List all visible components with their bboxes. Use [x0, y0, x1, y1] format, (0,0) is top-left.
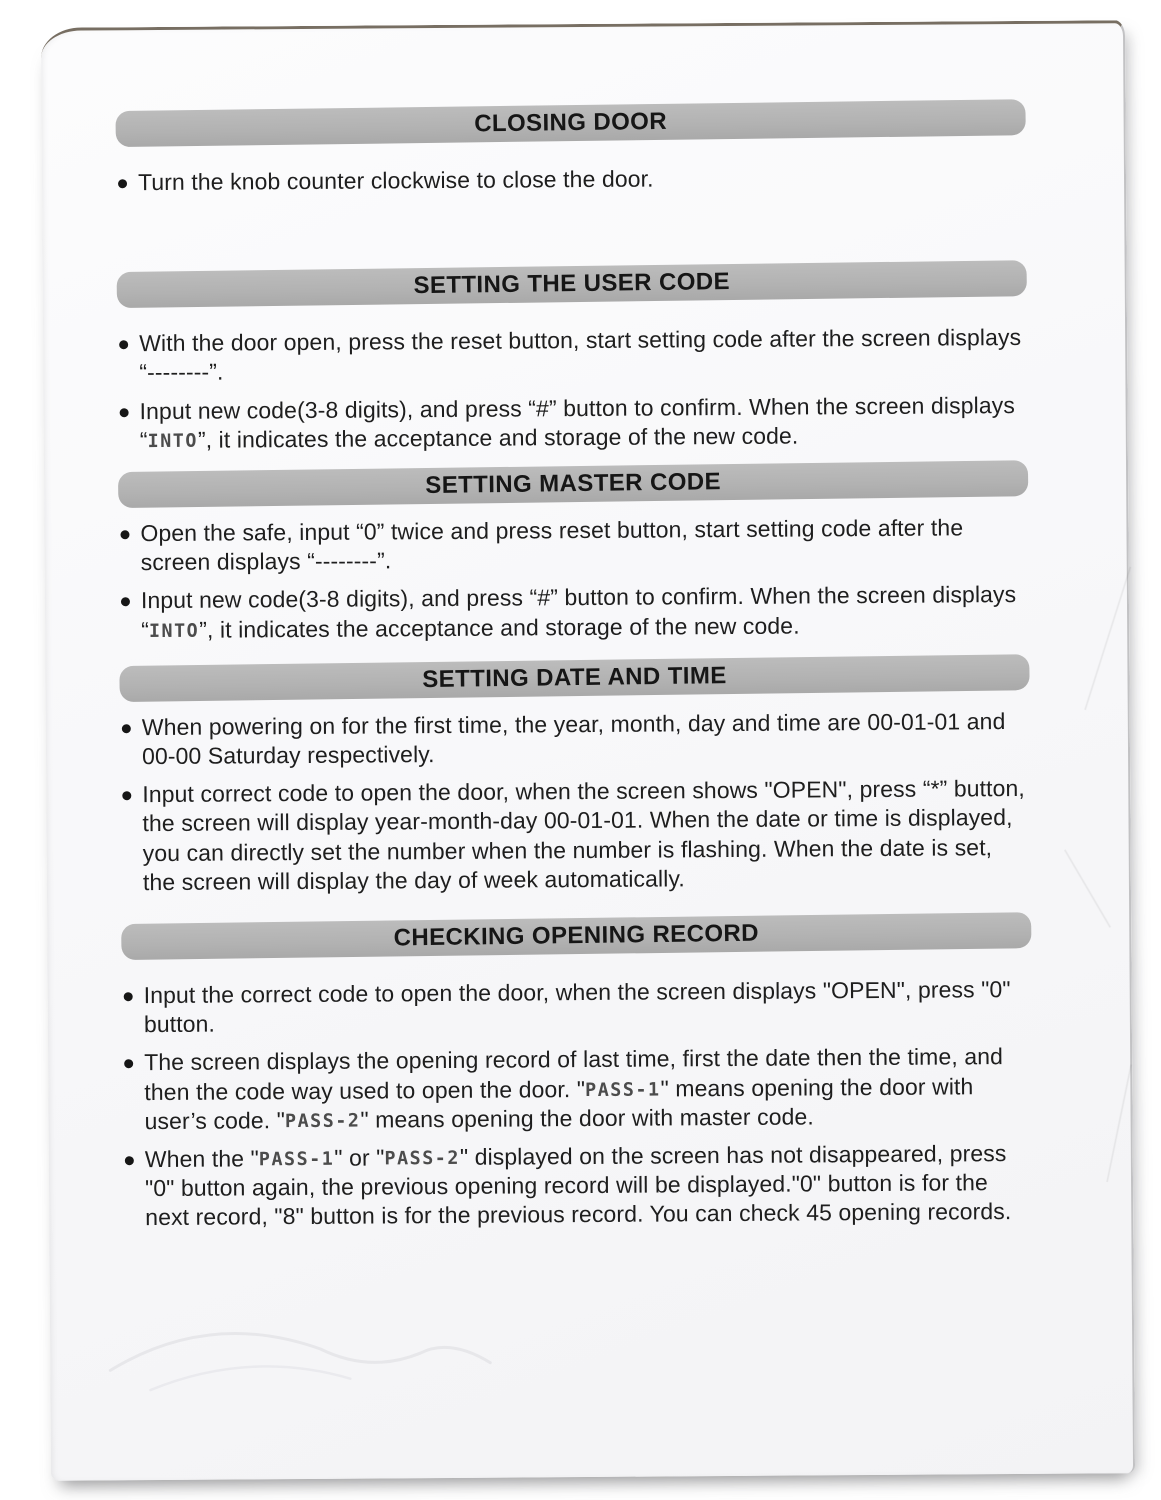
- section-header-bar: [115, 99, 1025, 147]
- bullet-icon: [118, 179, 127, 188]
- bullet-item: [124, 1042, 1033, 1136]
- text-segment: " or ": [334, 1144, 385, 1171]
- text-segment: " displayed on the screen has not disappeared, press "0" button again, the previous opening record will be displayed."0" button is for the next record, "8" button is for the previous record. You can check 45 opening records.: [144, 1140, 1012, 1231]
- bullet-list: [120, 707, 1031, 898]
- paper-crease: [1084, 566, 1132, 710]
- paper-crease: [1106, 1064, 1133, 1182]
- text-segment: Input new code(3-8 digits), and press “#” button to confirm. When the screen displays “: [139, 391, 1015, 453]
- bullet-item: [118, 162, 1026, 198]
- section-title: SETTING MASTER CODE: [425, 468, 722, 500]
- section-title: SETTING THE USER CODE: [413, 268, 731, 300]
- text-segment: Input the correct code to open the door, when the screen displays "OPEN", press "0" button.: [143, 976, 1011, 1038]
- bullet-item: [124, 975, 1032, 1040]
- bullet-text: [144, 975, 1032, 1040]
- bullet-list: [117, 323, 1028, 455]
- bullet-item: [125, 1139, 1034, 1233]
- bullet-item: [120, 391, 1028, 456]
- pencil-smudge: [90, 1278, 511, 1421]
- lcd-display-text: PASS-1: [258, 1148, 335, 1171]
- section-header-bar: [119, 654, 1029, 702]
- section-header-bar: [121, 912, 1031, 960]
- section-title: SETTING DATE AND TIME: [422, 661, 727, 693]
- bullet-text: [142, 707, 1030, 772]
- text-segment: ”, it indicates the acceptance and storage of the new code.: [197, 422, 799, 453]
- section-title: CHECKING OPENING RECORD: [393, 919, 760, 952]
- bullet-icon: [122, 791, 131, 800]
- bullet-icon: [120, 408, 129, 417]
- text-segment: Input new code(3-8 digits), and press “#” button to confirm. When the screen displays “: [140, 581, 1017, 643]
- section-header-bar: [118, 460, 1028, 508]
- bullet-item: [119, 323, 1027, 388]
- bullet-text: [144, 1042, 1033, 1136]
- bullet-list: [116, 162, 1026, 198]
- section-setting-date-and-time: [119, 657, 1031, 898]
- text-segment: Turn the knob counter clockwise to close the door.: [137, 165, 654, 196]
- lcd-display-text: INTO: [147, 430, 198, 452]
- section-title: CLOSING DOOR: [474, 107, 668, 138]
- text-segment: When powering on for the first time, the year, month, day and time are 00-01-01 and 00-00 Saturday respectively.: [141, 707, 1006, 770]
- bullet-text: [138, 165, 654, 198]
- bullet-icon: [121, 598, 130, 607]
- bullet-text: [142, 774, 1031, 897]
- bullet-text: [140, 391, 1028, 456]
- bullet-text: [140, 513, 1028, 578]
- sections: [116, 102, 1034, 1242]
- manual-page: [41, 20, 1135, 1481]
- section-checking-opening-record: [121, 915, 1033, 1233]
- bullet-item: [122, 774, 1031, 897]
- bullet-list: [122, 975, 1034, 1233]
- lcd-display-text: PASS-2: [284, 1110, 361, 1132]
- section-closing-door: [116, 102, 1027, 198]
- bullet-text: [141, 580, 1029, 645]
- text-segment: With the door open, press the reset button, start setting code after the screen displays “--------”.: [139, 324, 1022, 386]
- bullet-icon: [120, 530, 129, 539]
- paper-crease: [1063, 849, 1111, 928]
- lcd-display-text: PASS-1: [585, 1079, 661, 1101]
- bullet-text: [145, 1139, 1034, 1233]
- section-setting-master-code: [118, 463, 1029, 645]
- lcd-display-text: INTO: [148, 620, 200, 642]
- bullet-icon: [122, 724, 131, 733]
- text-segment: Open the safe, input “0” twice and press reset button, start setting code after the screen displays “--------”.: [140, 514, 964, 576]
- bullet-icon: [124, 1060, 133, 1069]
- text-segment: ”, it indicates the acceptance and storage of the new code.: [199, 612, 800, 643]
- section-setting-user-code: [117, 263, 1028, 455]
- bullet-icon: [119, 340, 128, 349]
- bullet-list: [118, 513, 1029, 645]
- section-header-bar: [117, 260, 1027, 308]
- text-segment: " means opening the door with master code.: [360, 1103, 814, 1133]
- bullet-item: [121, 580, 1029, 645]
- bullet-icon: [125, 1156, 134, 1165]
- bullet-text: [139, 323, 1027, 388]
- bullet-icon: [124, 992, 133, 1001]
- text-segment: The screen displays the opening record of last time, first the date then the time, and then the code way used to open the door. ": [144, 1043, 1004, 1105]
- bullet-item: [120, 513, 1028, 578]
- text-segment: When the ": [144, 1145, 259, 1173]
- text-segment: " means opening the door with user’s code. ": [144, 1072, 974, 1134]
- text-segment: Input correct code to open the door, when the screen shows "OPEN", press “*” button, the screen will display year-month-day 00-01-01. When the date or time is displayed, you can directly set the number when the number is flashing. When the date is set, the screen will display the day of week automatically.: [142, 775, 1025, 895]
- lcd-display-text: PASS-2: [384, 1147, 460, 1170]
- bullet-item: [122, 707, 1030, 772]
